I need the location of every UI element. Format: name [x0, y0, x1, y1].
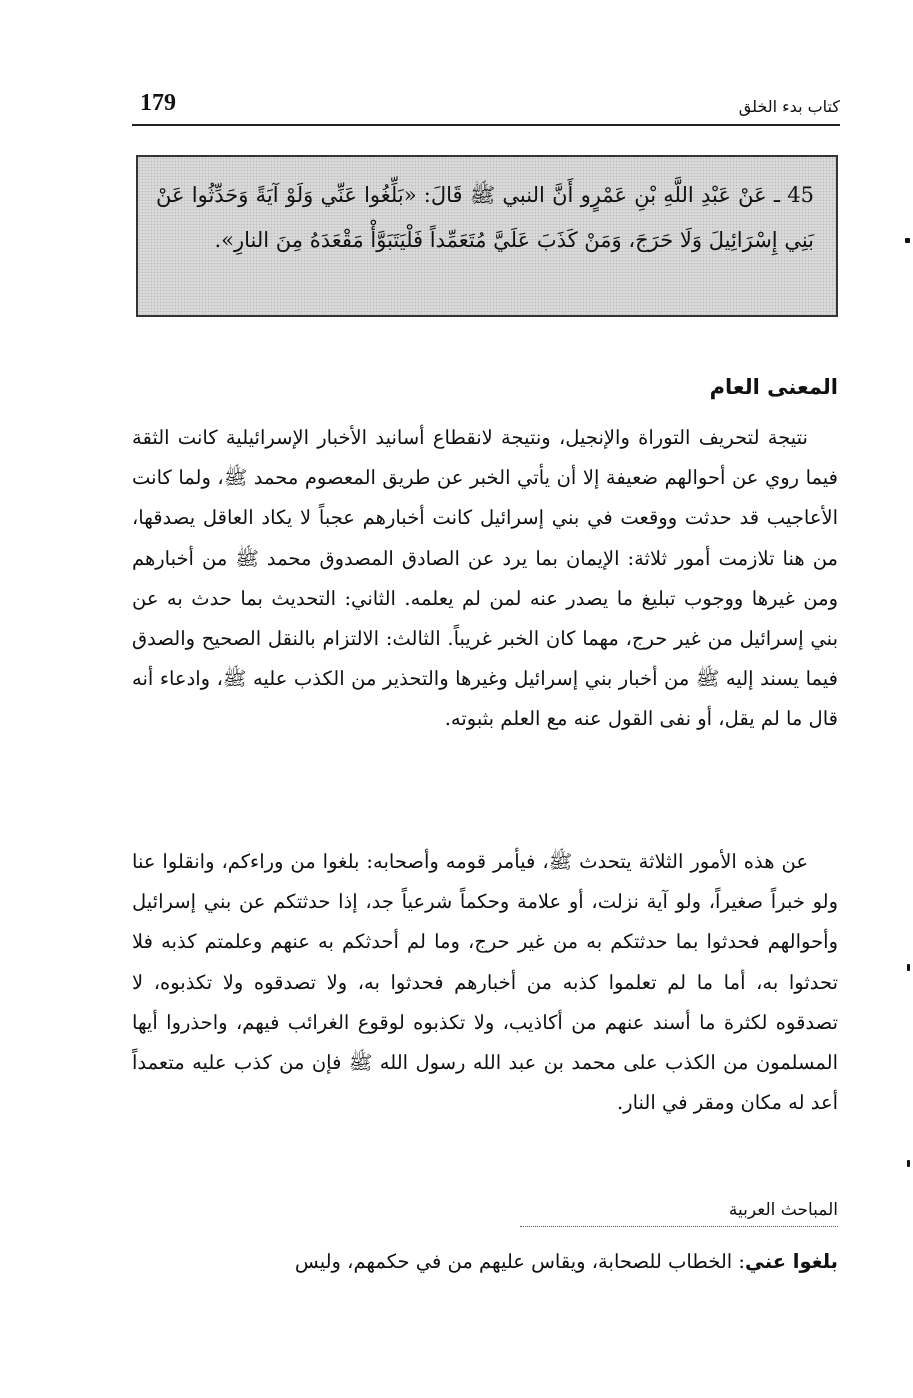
subsection-text: : الخطاب للصحابة، ويقاس عليهم من في حكمهم، وليس — [294, 1250, 745, 1273]
paragraph-1-text: نتيجة لتحريف التوراة والإنجيل، ونتيجة لانقطاع أسانيد الأخبار الإسرائيلية كانت الثقة فيما روي عن أحوالهم ضعيفة إلا أن يأتي الخبر عن طريق المعصوم محمد ﷺ، ولما كانت الأعاجيب قد حدثت ووقعت في بني إسرائيل كانت أخبارهم عجباً لا يكاد العاقل يصدقها، من هنا تلازمت أمور ثلاثة: الإيمان بما يرد عن الصادق المصدوق محمد ﷺ من أخبارهم ومن غيرها ووجوب تبليغ ما يصدر عنه لمن لم يعلمه. الثاني: التحديث بما حدث به عن بني إسرائيل من غير حرج، مهما كان الخبر غريباً. الثالث: الالتزام بالنقل الصحيح والصدق فيما يسند إليه ﷺ من أخبار بني إسرائيل وغيرها والتحذير من الكذب عليه ﷺ، وادعاء أنه قال ما لم يقل، أو نفى القول عنه مع العلم بثبوته. — [132, 426, 838, 731]
margin-mark — [907, 964, 910, 971]
book-title: كتاب بدء الخلق — [738, 97, 840, 116]
dotted-rule — [520, 1226, 838, 1227]
margin-mark — [907, 1160, 910, 1167]
subsection-line — [132, 1242, 838, 1282]
hadith-box — [136, 155, 838, 317]
hadith-text: 45 ـ عَنْ عَبْدِ اللَّهِ بْنِ عَمْرٍو أَنَّ النبي ﷺ قَالَ: «بَلِّغُوا عَنِّي وَلَوْ آيَةً وَحَدِّثُوا عَنْ بَنِي إِسْرَائِيلَ وَلَا حَرَجَ، وَمَنْ كَذَبَ عَلَيَّ مُتَعَمِّداً فَلْيَتَبَوَّأْ مَقْعَدَهُ مِنَ النارِ». — [156, 183, 814, 252]
page-number: 179 — [140, 90, 176, 116]
paragraph-1 — [132, 418, 838, 740]
subsection-term: بلغوا عني — [745, 1250, 838, 1273]
section-heading: المعنى العام — [709, 375, 838, 399]
paragraph-2-text: عن هذه الأمور الثلاثة يتحدث ﷺ، فيأمر قومه وأصحابه: بلغوا من وراءكم، وانقلوا عنا ولو خبراً صغيراً، ولو آية نزلت، أو علامة وحكماً شرعياً جد، إذا حدثتكم عن بني إسرائيل وأحوالهم فحدثوا بما حدثتكم به من غير حرج، وما لم أحدثكم به عنهم وعلمتم كذبه فلا تحدثوا به، أما ما لم تعلموا كذبه من أخبارهم فحدثوا به، ولا تصدقوه ولا تكذبوه، لا تصدقوه لكثرة ما أسند عنهم من أكاذيب، ولا تكذبوه لوقوع الغرائب فيهم، واحذروا أيها المسلمون من الكذب على محمد بن عبد الله رسول الله ﷺ فإن من كذب عليه متعمداً أعد له مكان ومقر في النار. — [132, 850, 839, 1115]
subsection-heading: المباحث العربية — [728, 1200, 838, 1220]
paragraph-2 — [132, 842, 838, 1123]
header-rule — [132, 124, 840, 126]
running-header — [132, 88, 840, 122]
margin-mark — [905, 238, 910, 243]
